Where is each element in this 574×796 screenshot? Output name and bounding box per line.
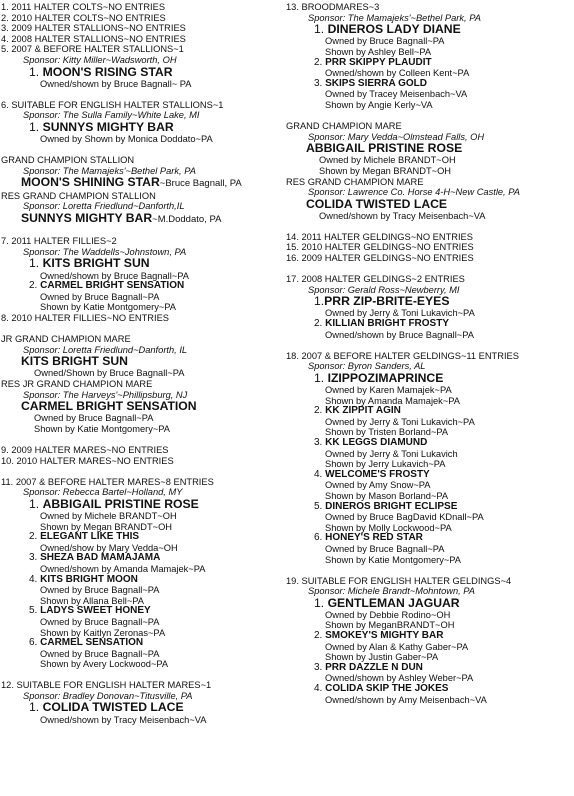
owner-line: Owned/shown by Bruce Bagnall~ PA [40,78,192,89]
sponsor-line: Sponsor: Bradley Donovan~Titusville, PA [23,690,193,701]
placing-entry: 4. KITS BRIGHT MOON [29,573,138,585]
placing-entry: 2. ELEGANT LIKE THIS [29,531,140,543]
class-heading: 11. 2007 & BEFORE HALTER MARES~8 ENTRIES [1,476,214,487]
shown-line: Shown by Allana Bell~PA [40,595,144,606]
class-heading: 14. 2011 HALTER GELDINGS~NO ENTRIES [286,231,473,242]
class-heading: 4. 2008 HALTER STALLIONS~NO ENTRIES [1,33,186,44]
sponsor-line: Sponsor: Michele Brandt~Mohntown, PA [308,586,476,597]
shown-line: Shown by Ashley Bell~PA [325,46,432,57]
class-heading: 7. 2011 HALTER FILLIES~2 [1,236,117,247]
placing-entry: 3. PRR DAZZLE N DUN [314,661,423,673]
champion-entry: KITS BRIGHT SUN [21,354,128,369]
class-heading: 5. 2007 & BEFORE HALTER STALLIONS~1 [1,44,184,55]
owner-line: Owned by Bruce BagDavid KDnall~PA [325,512,484,523]
owner-line: Owned/shown by Bruce Bagnall~PA [325,329,474,340]
owner-line: Owned by Jerry & Toni Lukavich~PA [325,416,475,427]
shown-line: Shown by Megan BRANDT~OH [319,165,452,176]
class-heading: 3. 2009 HALTER STALLIONS~NO ENTRIES [1,23,186,34]
shown-line: Shown by Katie Montgomery~PA [34,424,170,435]
sponsor-line: Sponsor: The Waddells~Johnstown, PA [23,246,187,257]
placing-entry: 1. ABBIGAIL PRISTINE ROSE [29,496,199,511]
sponsor-line: Sponsor: The Harveys'~Phillipsburg, NJ [23,389,188,400]
owner-line: Owned by Tracey Meisenbach~VA [325,89,468,100]
owner-line: Owned by Bruce Bagnall~PA [40,616,160,627]
placing-entry: 4. WELCOME'S FROSTY [314,468,430,480]
placing-entry: 2. KILLIAN BRIGHT FROSTY [314,318,450,330]
owner-line: Owned by Bruce Bagnall~PA [40,291,160,302]
owner-line: Owned by Alan & Kathy Gaber~PA [325,641,469,652]
owner-line: Owned by Bruce Bagnall~PA [40,648,160,659]
sponsor-line: Sponsor: Lawrence Co. Horse 4-H~New Castle, PA [308,187,520,198]
placing-entry: 1. MOON'S RISING STAR [29,64,173,79]
shown-line: Shown by Amanda Mamajek~PA [325,395,460,406]
champion-entry: SUNNYS MIGHTY BAR~M.Doddato, PA [21,210,222,225]
right-column [286,2,573,705]
class-heading: 9. 2009 HALTER MARES~NO ENTRIES [1,445,169,455]
placing-entry: 1.PRR ZIP-BRITE-EYES [314,294,450,309]
owner-line: Owned/shown by Bruce Bagnall~PA [40,270,189,281]
placing-entry: 6. HONEY'S RED STAR [314,532,423,544]
owner-line: Owned by Karen Mamajek~PA [325,385,452,396]
champion-heading: JR GRAND CHAMPION MARE [1,334,131,345]
placing-entry: 1. COLIDA TWISTED LACE [29,700,184,715]
class-heading: 16. 2009 HALTER GELDINGS~NO ENTRIES [286,253,474,264]
owner-line: Owned by Jerry & Toni Lukavich~PA [325,308,475,319]
placing-entry: 2. SMOKEY'S MIGHTY BAR [314,630,444,642]
class-heading: 12. SUITABLE FOR ENGLISH HALTER MARES~1 [1,680,212,691]
sponsor-line: Sponsor: Byron Sanders, AL [308,361,426,372]
champion-heading: RES GRAND CHAMPION STALLION [1,190,156,201]
placing-entry: 4. COLIDA SKIP THE JOKES [314,683,449,695]
shown-line: Shown by Angie Kerly~VA [325,99,433,110]
owner-line: Owned by Amy Snow~PA [325,480,431,491]
champion-heading: RES JR GRAND CHAMPION MARE [1,379,153,390]
left-column [1,2,283,725]
shown-line: Shown by Avery Lockwood~PA [40,659,169,670]
class-heading: 15. 2010 HALTER GELDINGS~NO ENTRIES [286,242,474,253]
class-heading: 13. BROODMARES~3 [286,2,380,12]
class-heading: 18. 2007 & BEFORE HALTER GELDINGS~11 ENTRIES [286,350,519,361]
shown-line: Shown by Molly Lockwood~PA [325,522,452,533]
shown-line: Shown by Justin Gaber~PA [325,652,439,663]
champion-heading: GRAND CHAMPION STALLION [1,155,135,166]
champion-entry: MOON'S SHINING STAR~Bruce Bagnall, PA [21,175,242,190]
owner-line: Owned by Jerry & Toni Lukavich [325,448,458,459]
shown-line: Shown by Kaitlyn Zeronas~PA [40,627,166,638]
placing-entry: 1. SUNNYS MIGHTY BAR [29,119,174,134]
placing-entry: 3. SKIPS SIERRA GOLD [314,77,427,89]
class-heading: 6. SUITABLE FOR ENGLISH HALTER STALLIONS~1 [1,99,224,110]
champion-entry: CARMEL BRIGHT SENSATION [21,399,197,414]
owner-line: Owned by Michele BRANDT~OH [40,510,177,521]
owner-line: Owned by Bruce Bagnall~PA [325,36,445,47]
champion-heading: GRAND CHAMPION MARE [286,120,402,131]
placing-entry: 2. KK ZIPPIT AGIN [314,405,401,417]
placing-entry: 3. SHEZA BAD MAMAJAMA [29,552,161,564]
shown-line: Shown by MeganBRANDT~OH [325,620,455,631]
sponsor-line: Sponsor: Loretta Friedlund~Danforth, IL [23,344,188,355]
owner-line: Owned/shown by Amanda Mamajek~PA [40,563,206,574]
sponsor-line: Sponsor: Loretta Friedlund~Danforth,IL [23,201,185,212]
class-heading: 17. 2008 HALTER GELDINGS~2 ENTRIES [286,274,465,285]
sponsor-line: Sponsor: Kitty Miller~Wadsworth, OH [23,54,177,65]
sponsor-line: Sponsor: The Sulla Family~White Lake, MI [23,110,200,121]
owner-line: Owned/shown by Tracy Meisenbach~VA [319,210,486,221]
placing-entry: 1. DINEROS LADY DIANE [314,22,461,37]
shown-line: Shown by Katie Montgomery~PA [40,302,176,313]
owner-line: Owned by Bruce Bagnall~PA [40,585,160,596]
placing-entry: 3. KK LEGGS DIAMUND [314,436,428,448]
owner-line: Owned/shown by Amy Meisenbach~VA [325,694,487,705]
class-heading: 10. 2010 HALTER MARES~NO ENTRIES [1,455,174,466]
placing-entry: 1. IZIPPOZIMAPRINCE [314,370,444,385]
owner-line: Owned by Shown by Monica Doddato~PA [40,134,213,145]
owner-line: Owned by Debbie Rodino~OH [325,609,451,620]
class-heading: 19. SUITABLE FOR ENGLISH HALTER GELDINGS~4 [286,575,512,586]
shown-line: Shown by Jerry Lukavich~PA [325,459,446,470]
shown-line: Shown by Megan BRANDT~OH [40,521,173,532]
sponsor-line: Sponsor: Rebecca Bartel~Holland, MY [23,487,183,498]
owner-line: Owned/shown by Tracy Meisenbach~VA [40,714,207,725]
placing-entry: 2. PRR SKIPPY PLAUDIT [314,56,432,68]
sponsor-line: Sponsor: Mary Vedda~Olmstead Falls, OH [308,131,485,142]
shown-line: Shown by Tristen Borland~PA [325,427,449,438]
owner-line: Owned/show by Mary Vedda~OH [40,542,178,553]
placing-entry: 5. DINEROS BRIGHT ECLIPSE [314,500,458,512]
champion-entry: COLIDA TWISTED LACE [306,196,448,211]
placing-entry: 5. LADYS SWEET HONEY [29,605,151,617]
placing-entry: 2. CARMEL BRIGHT SENSATION [29,280,185,292]
class-heading: 8. 2010 HALTER FILLIES~NO ENTRIES [1,313,170,324]
owner-line: Owned by Michele BRANDT~OH [319,155,456,166]
sponsor-line: Sponsor: The Mamajeks'~Bethel Park, PA [308,12,481,23]
owner-line: Owned/Shown by Bruce Bagnall~PA [34,368,185,379]
placing-entry: 1. GENTLEMAN JAGUAR [314,595,460,610]
owner-line: Owned/shown by Colleen Kent~PA [325,68,470,79]
class-heading: 1. 2011 HALTER COLTS~NO ENTRIES [1,2,166,12]
champion-heading: RES GRAND CHAMPION MARE [286,176,424,187]
owner-line: Owned by Bruce Bagnall~PA [34,413,154,424]
placing-entry: 1. KITS BRIGHT SUN [29,256,150,271]
placing-entry: 6. CARMEL SENSATION [29,637,144,649]
sponsor-line: Sponsor: Gerald Ross~Newberry, MI [308,284,460,295]
shown-line: Shown by Mason Borland~PA [325,490,449,501]
champion-entry: ABBIGAIL PRISTINE ROSE [306,141,463,156]
sponsor-line: Sponsor: The Mamajeks'~Bethel Park, PA [23,165,196,176]
owner-line: Owned by Bruce Bagnall~PA [325,543,445,554]
shown-line: Shown by Katie Montgomery~PA [325,554,461,565]
class-heading: 2. 2010 HALTER COLTS~NO ENTRIES [1,12,166,23]
owner-line: Owned/shown by Ashley Weber~PA [325,673,474,684]
